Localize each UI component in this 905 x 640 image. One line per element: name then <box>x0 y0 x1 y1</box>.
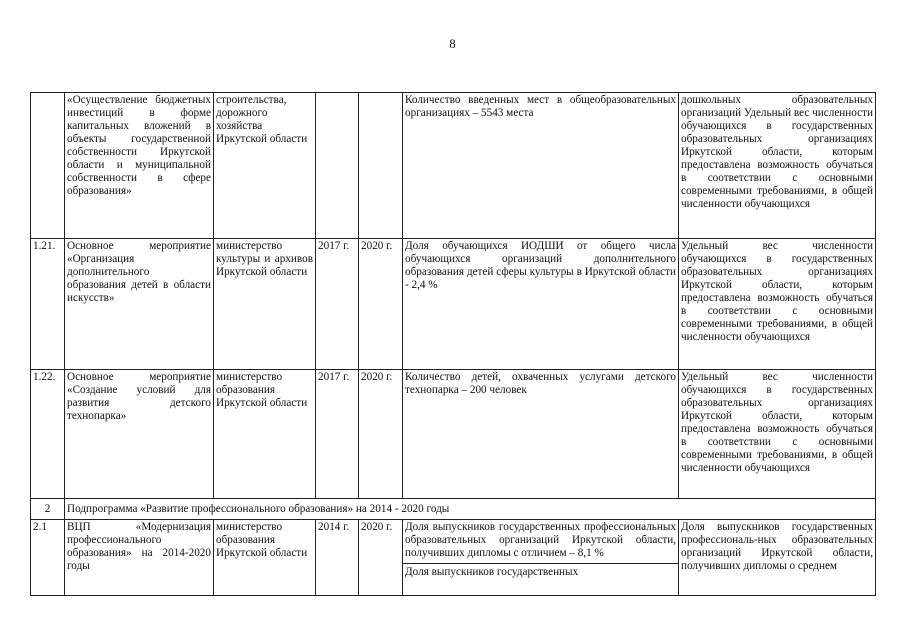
row-number: 1.21. <box>31 239 65 370</box>
executor: министерство культуры и архивов Иркутской области <box>214 239 316 370</box>
expected-result: Количество детей, охваченных услугами детского технопарка – 200 человек <box>403 370 679 499</box>
start-year <box>316 93 359 239</box>
start-year: 2017 г. <box>316 239 359 370</box>
subprogram-row <box>31 499 876 520</box>
end-year <box>359 93 403 239</box>
program-table <box>30 92 876 596</box>
end-year: 2020 г. <box>359 520 403 596</box>
target-indicator: Доля выпускников государственных профессиональ-ных образовательных организаций Иркутской области, получивших дипломы о среднем <box>679 520 876 596</box>
end-year: 2020 г. <box>359 239 403 370</box>
expected-result: Доля обучающихся ИОДШИ от общего числа обучающихся организаций дополнительного образования детей сферы культуры в Иркутской области - 2,4 % <box>403 239 679 370</box>
subprogram-number: 2 <box>31 499 65 520</box>
expected-result-cell <box>403 520 679 596</box>
start-year: 2017 г. <box>316 370 359 499</box>
executor: министерство образования Иркутской области <box>214 370 316 499</box>
page-number: 8 <box>449 36 456 51</box>
table-row <box>31 370 876 499</box>
start-year: 2014 г. <box>316 520 359 596</box>
end-year: 2020 г. <box>359 370 403 499</box>
row-number: 1.22. <box>31 370 65 499</box>
measure-name: ВЦП «Модернизация профессионального образования» на 2014-2020 годы <box>65 520 214 596</box>
table-row <box>31 239 876 370</box>
target-indicator: Удельный вес численности обучающихся в государственных образовательных организациях Иркутской области, которым предоставлена возможность обучаться в соответствии с основными современными требованиями, в общей численности обучающихся <box>679 239 876 370</box>
expected-result: Доля выпускников государственных профессиональных образовательных организаций Иркутской области, получивших дипломы с отличием – 8,1 % <box>405 521 676 559</box>
target-indicator: дошкольных образовательных организаций Удельный вес численности обучающихся в государственных образовательных организациях Иркутской области, которым предоставлена возможность обучаться в соответствии с основными современными требованиями, в общей численности обучающихся <box>679 93 876 239</box>
expected-result: Количество введенных мест в общеобразовательных организациях – 5543 места <box>403 93 679 239</box>
expected-result-continued: Доля выпускников государственных <box>403 563 678 579</box>
row-number <box>31 93 65 239</box>
executor: министерство образования Иркутской области <box>214 520 316 596</box>
measure-name: Основное мероприятие «Создание условий для развития детского технопарка» <box>65 370 214 499</box>
measure-name: «Осуществление бюджетных инвестиций в форме капитальных вложений в объекты государственной собственности Иркутской области и муниципальной собственности в сфере образования» <box>65 93 214 239</box>
row-number: 2.1 <box>31 520 65 596</box>
table-row <box>31 93 876 239</box>
table-row <box>31 520 876 596</box>
measure-name: Основное мероприятие «Организация дополнительного образования детей в области искусств» <box>65 239 214 370</box>
target-indicator: Удельный вес численности обучающихся в государственных образовательных организациях Иркутской области, которым предоставлена возможность обучаться в соответствии с основными современными требованиями, в общей численности обучающихся <box>679 370 876 499</box>
executor: строительства, дорожного хозяйства Иркутской области <box>214 93 316 239</box>
subprogram-title: Подпрограмма «Развитие профессионального образования» на 2014 - 2020 годы <box>65 499 876 520</box>
